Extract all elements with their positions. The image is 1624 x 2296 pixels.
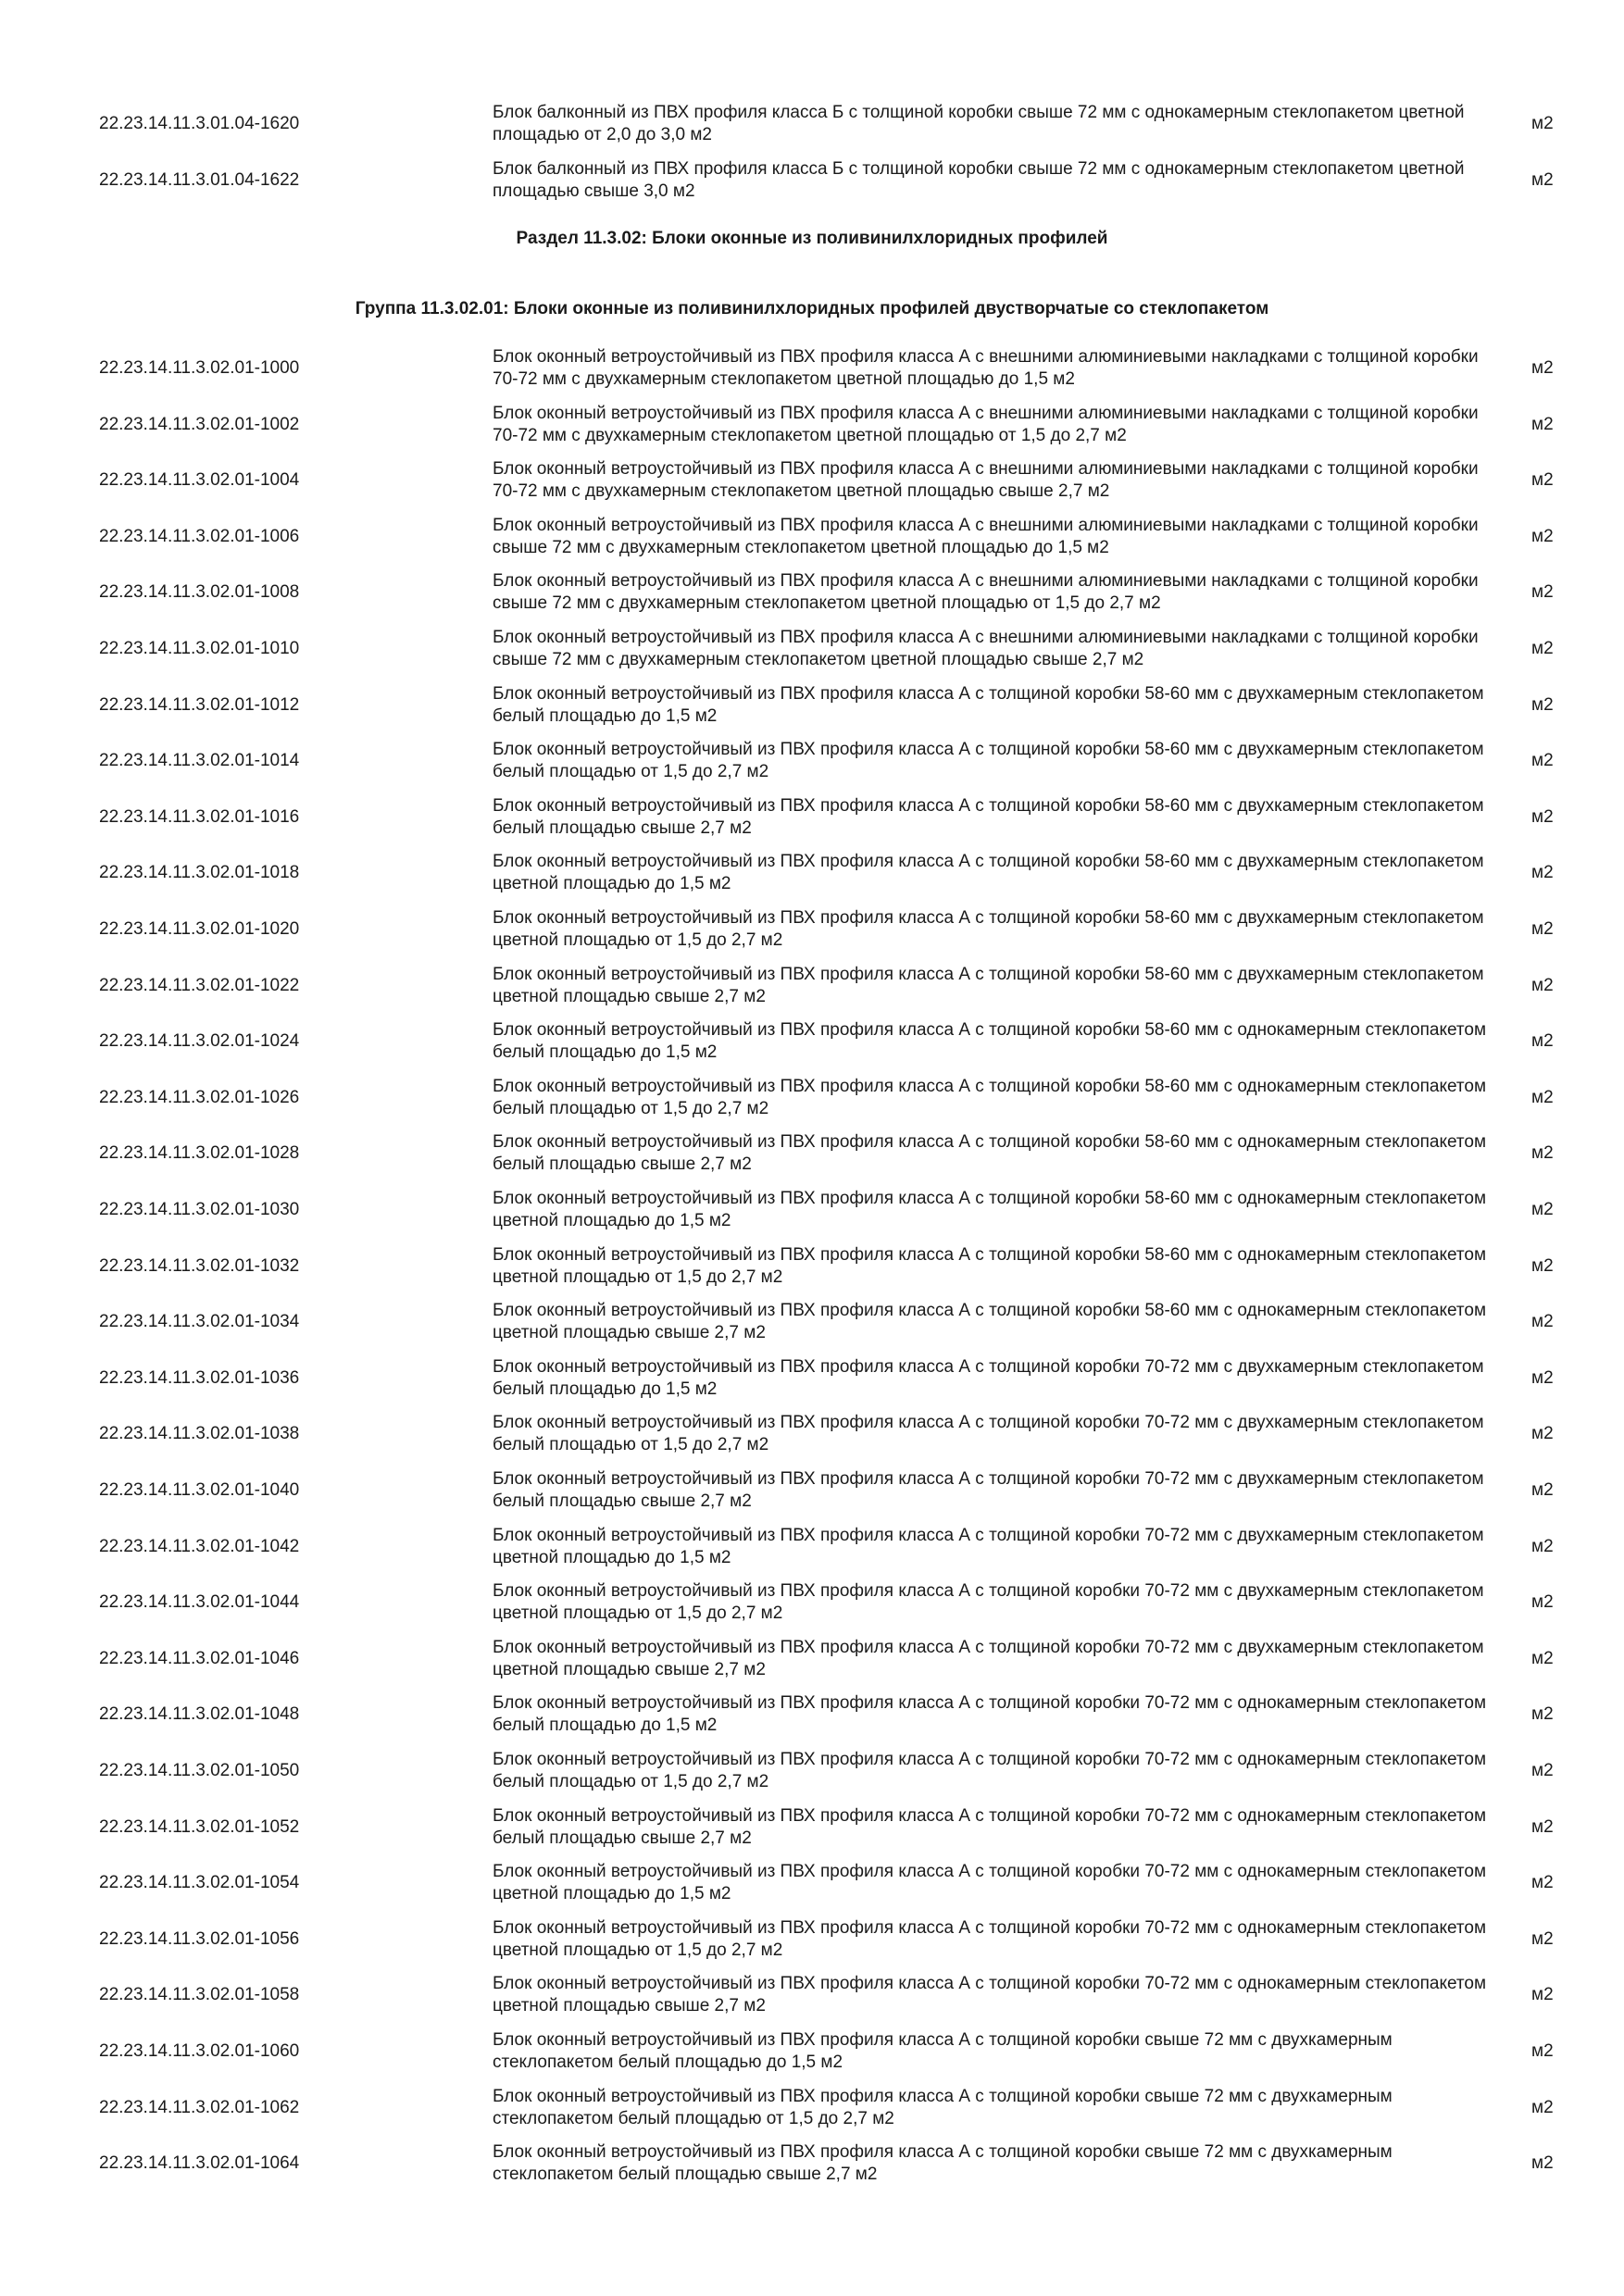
item-code: 22.23.14.11.3.02.01-1048 (99, 1704, 300, 1725)
item-code: 22.23.14.11.3.02.01-1002 (99, 414, 300, 434)
item-unit: м2 (1531, 1255, 1554, 1276)
item-description: Блок оконный ветроустойчивый из ПВХ профиля класса А с толщиной коробки 70-72 мм с однокамерным стеклопакетом цветной площадью от 1,5 до 2,7 м2 (493, 1917, 1487, 1960)
table-row (0, 1463, 1624, 1518)
item-unit: м2 (1531, 114, 1554, 133)
item-code: 22.23.14.11.3.02.01-1062 (99, 2097, 300, 2117)
item-code: 22.23.14.11.3.02.01-1046 (99, 1648, 300, 1668)
item-unit: м2 (1531, 1480, 1554, 1500)
item-code: 22.23.14.11.3.02.01-1022 (99, 975, 300, 995)
item-description: Блок оконный ветроустойчивый из ПВХ профиля класса А с толщиной коробки 58-60 мм с однокамерным стеклопакетом белый площадью до 1,5 м2 (493, 1020, 1487, 1063)
item-unit: м2 (1531, 1761, 1554, 1780)
item-unit: м2 (1531, 806, 1554, 827)
item-description: Блок оконный ветроустойчивый из ПВХ профиля класса А с толщиной коробки свыше 72 мм с двухкамерным стеклопакетом белый площадью от 1,5 до 2,7 м2 (493, 2086, 1393, 2128)
table-row (0, 341, 1624, 396)
table-row (0, 1631, 1624, 1687)
item-unit: м2 (1531, 1648, 1554, 1668)
item-unit: м2 (1531, 639, 1554, 658)
item-code: 22.23.14.11.3.02.01-1056 (99, 1928, 300, 1949)
table-row (0, 2024, 1624, 2079)
item-description: Блок оконный ветроустойчивый из ПВХ профиля класса А с внешними алюминиевыми накладками с толщиной коробки 70-72 мм с двухкамерным стеклопакетом цветной площадью от 1,5 до 2,7 м2 (493, 403, 1479, 445)
item-unit: м2 (1531, 582, 1554, 603)
item-code: 22.23.14.11.3.02.01-1014 (99, 751, 300, 771)
item-unit: м2 (1531, 1985, 1554, 2005)
item-unit: м2 (1531, 526, 1554, 546)
table-row (0, 2136, 1624, 2191)
item-description: Блок оконный ветроустойчивый из ПВХ профиля класса А с толщиной коробки 58-60 мм с двухкамерным стеклопакетом белый площадью до 1,5 м2 (493, 683, 1484, 726)
item-code: 22.23.14.11.3.02.01-1020 (99, 919, 300, 939)
item-code: 22.23.14.11.3.02.01-1060 (99, 2041, 300, 2061)
item-description: Блок оконный ветроустойчивый из ПВХ профиля класса А с толщиной коробки 70-72 мм с однокамерным стеклопакетом белый площадью до 1,5 м2 (493, 1693, 1487, 1736)
item-description: Блок балконный из ПВХ профиля класса Б с толщиной коробки свыше 72 мм с однокамерным стеклопакетом цветной площадью свыше 3,0 м2 (493, 158, 1465, 201)
table-row (0, 96, 1624, 152)
item-unit: м2 (1531, 1424, 1554, 1444)
table-row (0, 1182, 1624, 1238)
item-unit: м2 (1531, 1928, 1554, 1949)
item-code: 22.23.14.11.3.02.01-1008 (99, 582, 300, 603)
item-code: 22.23.14.11.3.02.01-1028 (99, 1143, 300, 1164)
section-title: Раздел 11.3.02: Блоки оконные из поливинилхлоридных профилей (516, 229, 1108, 248)
table-row (0, 1575, 1624, 1630)
table-row (0, 1126, 1624, 1181)
item-description: Блок оконный ветроустойчивый из ПВХ профиля класса А с толщиной коробки 58-60 мм с двухкамерным стеклопакетом цветной площадью свыше 2,7 м2 (493, 964, 1484, 1006)
item-description: Блок оконный ветроустойчивый из ПВХ профиля класса А с толщиной коробки 70-72 мм с двухкамерным стеклопакетом белый площадью от 1,5 до 2,7 м2 (493, 1413, 1484, 1455)
item-description: Блок оконный ветроустойчивый из ПВХ профиля класса А с толщиной коробки 70-72 мм с однокамерным стеклопакетом белый площадью свыше 2,7 м2 (493, 1805, 1487, 1848)
item-description: Блок оконный ветроустойчивый из ПВХ профиля класса А с толщиной коробки 70-72 мм с двухкамерным стеклопакетом цветной площадью до 1,5 м2 (493, 1525, 1484, 1567)
item-code: 22.23.14.11.3.02.01-1024 (99, 1031, 300, 1052)
table-row (0, 733, 1624, 789)
item-description: Блок оконный ветроустойчивый из ПВХ профиля класса А с толщиной коробки 70-72 мм с двухкамерным стеклопакетом белый площадью до 1,5 м2 (493, 1356, 1484, 1399)
item-unit: м2 (1531, 1031, 1554, 1052)
item-unit: м2 (1531, 2153, 1554, 2174)
item-unit: м2 (1531, 694, 1554, 715)
item-code: 22.23.14.11.3.02.01-1006 (99, 526, 300, 546)
item-unit: м2 (1531, 1704, 1554, 1725)
item-code: 22.23.14.11.3.02.01-1064 (99, 2153, 300, 2174)
table-row (0, 958, 1624, 1014)
item-description: Блок оконный ветроустойчивый из ПВХ профиля класса А с толщиной коробки 58-60 мм с однокамерным стеклопакетом цветной площадью свыше 2,7 м2 (493, 1301, 1487, 1343)
item-unit: м2 (1531, 1873, 1554, 1893)
item-description: Блок оконный ветроустойчивый из ПВХ профиля класса А с внешними алюминиевыми накладками с толщиной коробки 70-72 мм с двухкамерным стеклопакетом цветной площадью до 1,5 м2 (493, 347, 1479, 389)
item-description: Блок оконный ветроустойчивый из ПВХ профиля класса А с толщиной коробки свыше 72 мм с двухкамерным стеклопакетом белый площадью свыше 2,7 м2 (493, 2142, 1393, 2185)
item-unit: м2 (1531, 169, 1554, 190)
item-code: 22.23.14.11.3.02.01-1016 (99, 806, 300, 827)
table-row (0, 1294, 1624, 1350)
table-row (0, 1519, 1624, 1575)
item-description: Блок оконный ветроустойчивый из ПВХ профиля класса А с внешними алюминиевыми накладками с толщиной коробки свыше 72 мм с двухкамерным стеклопакетом цветной площадью от 1,5 до 2,7 м2 (493, 571, 1479, 614)
item-description: Блок оконный ветроустойчивый из ПВХ профиля класса А с внешними алюминиевыми накладками с толщиной коробки свыше 72 мм с двухкамерным стеклопакетом цветной площадью свыше 2,7 м2 (493, 628, 1479, 669)
item-unit: м2 (1531, 975, 1554, 995)
table-row (0, 509, 1624, 565)
item-description: Блок оконный ветроустойчивый из ПВХ профиля класса А с толщиной коробки 70-72 мм с однокамерным стеклопакетом цветной площадью свыше 2,7 м2 (493, 1974, 1487, 2016)
item-code: 22.23.14.11.3.02.01-1050 (99, 1761, 300, 1780)
item-unit: м2 (1531, 2041, 1554, 2061)
table-row (0, 902, 1624, 957)
item-code: 22.23.14.11.3.01.04-1620 (99, 114, 300, 133)
table-row (0, 1351, 1624, 1406)
item-description: Блок оконный ветроустойчивый из ПВХ профиля класса А с толщиной коробки 70-72 мм с двухкамерным стеклопакетом цветной площадью свыше 2,7 м2 (493, 1637, 1484, 1679)
item-description: Блок оконный ветроустойчивый из ПВХ профиля класса А с толщиной коробки 58-60 мм с однокамерным стеклопакетом цветной площадью от 1,5 до 2,7 м2 (493, 1244, 1487, 1287)
item-description: Блок балконный из ПВХ профиля класса Б с толщиной коробки свыше 72 мм с однокамерным стеклопакетом цветной площадью от 2,0 до 3,0 м2 (493, 103, 1465, 144)
item-unit: м2 (1531, 358, 1554, 378)
table-row (0, 565, 1624, 620)
item-unit: м2 (1531, 1087, 1554, 1107)
item-unit: м2 (1531, 2097, 1554, 2117)
item-code: 22.23.14.11.3.02.01-1054 (99, 1873, 300, 1893)
item-code: 22.23.14.11.3.02.01-1042 (99, 1536, 300, 1556)
item-description: Блок оконный ветроустойчивый из ПВХ профиля класса А с внешними алюминиевыми накладками с толщиной коробки свыше 72 мм с двухкамерным стеклопакетом цветной площадью до 1,5 м2 (493, 515, 1479, 557)
table-row (0, 1014, 1624, 1069)
item-code: 22.23.14.11.3.02.01-1052 (99, 1816, 300, 1837)
item-code: 22.23.14.11.3.02.01-1026 (99, 1087, 300, 1107)
item-description: Блок оконный ветроустойчивый из ПВХ профиля класса А с толщиной коробки 70-72 мм с двухкамерным стеклопакетом белый площадью свыше 2,7 м2 (493, 1469, 1484, 1511)
item-code: 22.23.14.11.3.02.01-1040 (99, 1480, 300, 1500)
item-unit: м2 (1531, 1312, 1554, 1332)
item-code: 22.23.14.11.3.02.01-1058 (99, 1985, 300, 2005)
item-code: 22.23.14.11.3.02.01-1010 (99, 639, 300, 658)
item-unit: м2 (1531, 863, 1554, 883)
table-row (0, 1239, 1624, 1294)
item-description: Блок оконный ветроустойчивый из ПВХ профиля класса А с толщиной коробки 70-72 мм с однокамерным стеклопакетом цветной площадью до 1,5 м2 (493, 1862, 1487, 1904)
item-unit: м2 (1531, 1536, 1554, 1556)
item-code: 22.23.14.11.3.02.01-1044 (99, 1592, 300, 1613)
item-unit: м2 (1531, 1143, 1554, 1164)
item-description: Блок оконный ветроустойчивый из ПВХ профиля класса А с толщиной коробки 58-60 мм с однокамерным стеклопакетом белый площадью свыше 2,7 м2 (493, 1132, 1487, 1175)
item-description: Блок оконный ветроустойчивый из ПВХ профиля класса А с толщиной коробки 58-60 мм с однокамерным стеклопакетом цветной площадью до 1,5 м2 (493, 1189, 1487, 1230)
table-row (0, 678, 1624, 733)
item-unit: м2 (1531, 919, 1554, 939)
table-row (0, 1912, 1624, 1967)
item-description: Блок оконный ветроустойчивый из ПВХ профиля класса А с внешними алюминиевыми накладками с толщиной коробки 70-72 мм с двухкамерным стеклопакетом цветной площадью свыше 2,7 м2 (493, 459, 1479, 502)
item-unit: м2 (1531, 1367, 1554, 1388)
item-code: 22.23.14.11.3.02.01-1004 (99, 470, 300, 491)
item-description: Блок оконный ветроустойчивый из ПВХ профиля класса А с толщиной коробки свыше 72 мм с двухкамерным стеклопакетом белый площадью до 1,5 м2 (493, 2030, 1393, 2072)
item-code: 22.23.14.11.3.02.01-1038 (99, 1424, 300, 1444)
item-unit: м2 (1531, 1200, 1554, 1219)
table-row (0, 153, 1624, 208)
table-row (0, 845, 1624, 901)
table-row (0, 1743, 1624, 1799)
item-code: 22.23.14.11.3.02.01-1030 (99, 1200, 300, 1219)
item-unit: м2 (1531, 414, 1554, 434)
item-code: 22.23.14.11.3.02.01-1000 (99, 358, 300, 378)
table-row (0, 621, 1624, 677)
table-row (0, 1687, 1624, 1742)
item-unit: м2 (1531, 470, 1554, 491)
group-title: Группа 11.3.02.01: Блоки оконные из поливинилхлоридных профилей двустворчатые со стеклопакетом (355, 299, 1269, 318)
item-description: Блок оконный ветроустойчивый из ПВХ профиля класса А с толщиной коробки 58-60 мм с двухкамерным стеклопакетом белый площадью от 1,5 до 2,7 м2 (493, 740, 1484, 782)
item-description: Блок оконный ветроустойчивый из ПВХ профиля класса А с толщиной коробки 70-72 мм с однокамерным стеклопакетом белый площадью от 1,5 до 2,7 м2 (493, 1750, 1487, 1791)
item-description: Блок оконный ветроустойчивый из ПВХ профиля класса А с толщиной коробки 58-60 мм с двухкамерным стеклопакетом цветной площадью до 1,5 м2 (493, 852, 1484, 894)
item-code: 22.23.14.11.3.01.04-1622 (99, 169, 300, 190)
item-unit: м2 (1531, 1592, 1554, 1613)
table-row (0, 1070, 1624, 1126)
item-code: 22.23.14.11.3.02.01-1012 (99, 694, 300, 715)
table-row (0, 1967, 1624, 2023)
item-description: Блок оконный ветроустойчивый из ПВХ профиля класса А с толщиной коробки 58-60 мм с двухкамерным стеклопакетом белый площадью свыше 2,7 м2 (493, 795, 1484, 838)
table-row (0, 453, 1624, 508)
table-row (0, 397, 1624, 453)
table-row (0, 1406, 1624, 1462)
item-code: 22.23.14.11.3.02.01-1036 (99, 1367, 300, 1388)
table-row (0, 2080, 1624, 2136)
item-unit: м2 (1531, 1816, 1554, 1837)
table-row (0, 1855, 1624, 1911)
item-description: Блок оконный ветроустойчивый из ПВХ профиля класса А с толщиной коробки 58-60 мм с двухкамерным стеклопакетом цветной площадью от 1,5 до 2,7 м2 (493, 908, 1484, 950)
item-code: 22.23.14.11.3.02.01-1018 (99, 863, 300, 883)
item-code: 22.23.14.11.3.02.01-1034 (99, 1312, 300, 1332)
item-description: Блок оконный ветроустойчивый из ПВХ профиля класса А с толщиной коробки 58-60 мм с однокамерным стеклопакетом белый площадью от 1,5 до 2,7 м2 (493, 1076, 1487, 1118)
item-code: 22.23.14.11.3.02.01-1032 (99, 1255, 300, 1276)
table-row (0, 790, 1624, 845)
item-unit: м2 (1531, 751, 1554, 771)
table-row (0, 1800, 1624, 1855)
item-description: Блок оконный ветроустойчивый из ПВХ профиля класса А с толщиной коробки 70-72 мм с двухкамерным стеклопакетом цветной площадью от 1,5 до 2,7 м2 (493, 1581, 1484, 1624)
